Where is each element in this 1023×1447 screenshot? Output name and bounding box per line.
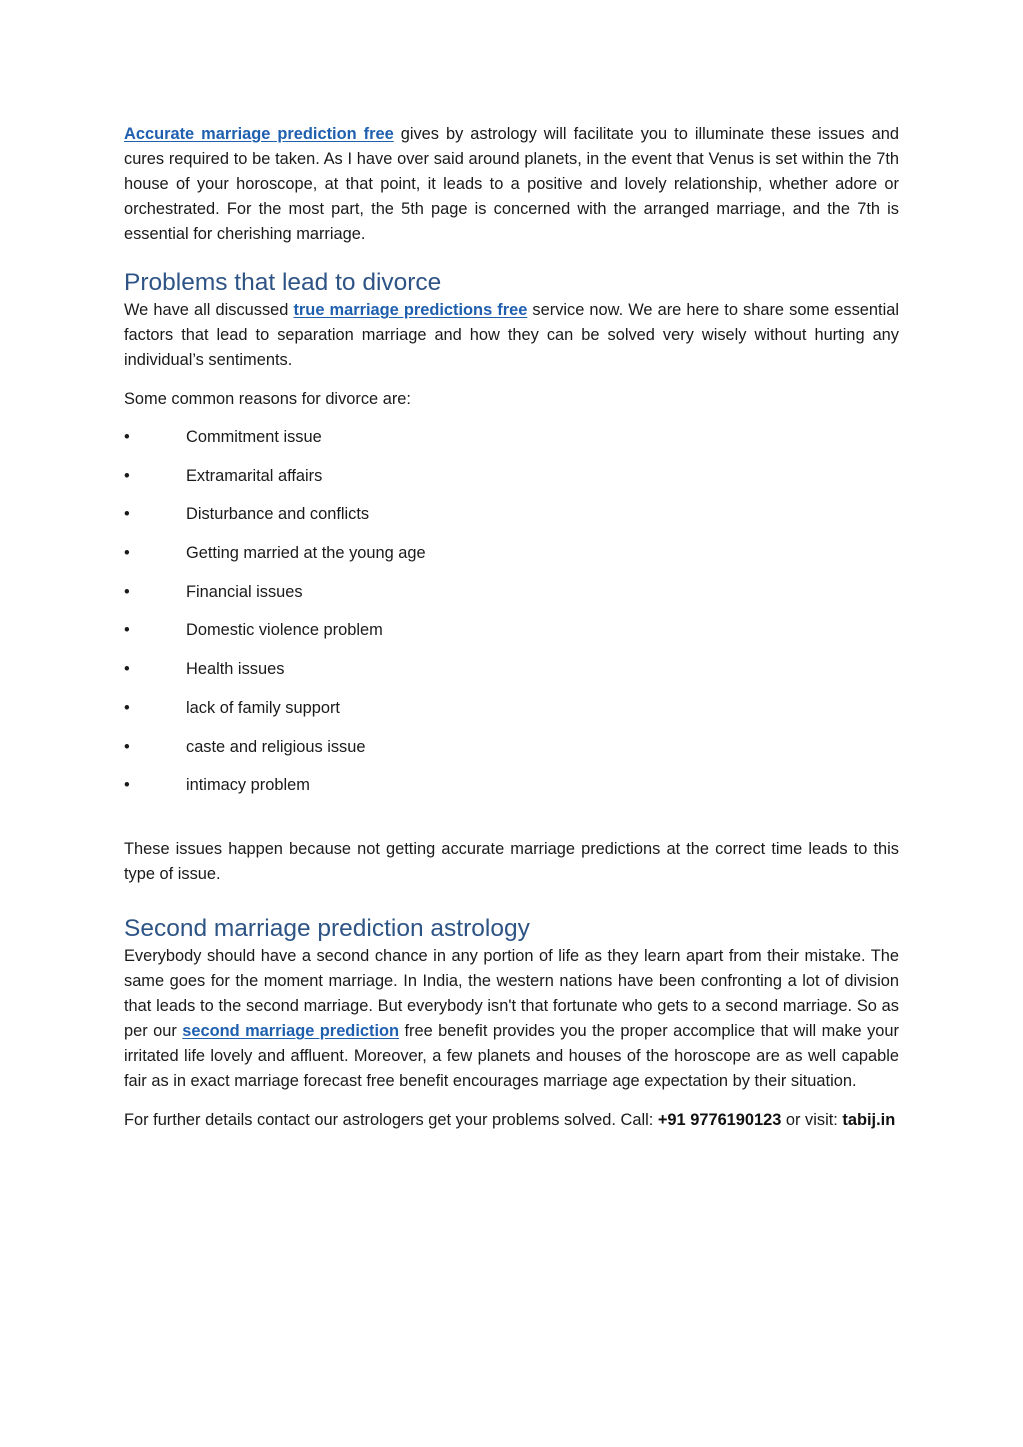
closing-paragraph: These issues happen because not getting accurate marriage predictions at the correct time leads to this type of issue.	[124, 840, 899, 884]
list-item	[124, 696, 899, 721]
intro-paragraph	[124, 122, 899, 247]
heading-problems-divorce: Problems that lead to divorce	[124, 269, 442, 296]
section2-text-before: Everybody should have a second chance in any portion of life as they learn apart from their mistake. The same goes for the moment marriage. In India, the western nations have been confronting a lot of division that leads to the second marriage. But everybody isn't that fortunate who gets to a second marriage. So as per our	[124, 947, 899, 1041]
contact-middle: or visit:	[781, 1111, 843, 1130]
list-item-text: Disturbance and conflicts	[186, 505, 370, 524]
list-item-text: Health issues	[186, 660, 285, 679]
intro-text: gives by astrology will facilitate you to illuminate these issues and cures required to be taken. As I have over said around planets, in the event that Venus is set within the 7th house of your horoscope, at that point, it leads to a positive and lovely relationship, whether adore or orchestrated. For the most part, the 5th page is concerned with the arranged marriage, and the 7th is essential for cherishing marriage.	[124, 125, 899, 243]
list-item-text: Financial issues	[186, 582, 303, 601]
list-item	[124, 541, 899, 566]
list-item	[124, 773, 899, 798]
list-item	[124, 580, 899, 605]
bullet-icon: •	[124, 466, 130, 485]
section1-paragraph	[124, 298, 899, 373]
section1-text-after: service now. We are here to share some essential factors that lead to separation marriage and how they can be solved very wisely without hurting any individual’s sentiments.	[124, 301, 899, 369]
section1-text-before: We have all discussed	[124, 301, 294, 319]
bullet-icon: •	[124, 698, 130, 717]
section2-paragraph	[124, 944, 899, 1094]
list-item-text: Extramarital affairs	[186, 466, 323, 485]
list-item-text: intimacy problem	[186, 776, 310, 795]
divorce-reasons-list	[124, 425, 899, 798]
bullet-icon: •	[124, 544, 130, 563]
bullet-icon: •	[124, 428, 130, 446]
bullet-icon: •	[124, 621, 130, 640]
list-item	[124, 502, 899, 527]
phone-number: +91 9776190123	[657, 1111, 782, 1130]
second-marriage-prediction-link[interactable]: second marriage prediction	[182, 1022, 400, 1041]
bullet-icon: •	[124, 660, 130, 679]
heading-second-marriage: Second marriage prediction astrology	[124, 915, 530, 943]
list-intro: Some common reasons for divorce are:	[124, 390, 411, 408]
website-name: tabij.in	[842, 1111, 896, 1130]
list-item	[124, 735, 899, 760]
bullet-icon: •	[124, 505, 130, 524]
bullet-icon: •	[124, 776, 130, 795]
list-item	[124, 464, 899, 489]
accurate-marriage-prediction-link[interactable]: Accurate marriage prediction free	[124, 125, 394, 143]
section2-text-after: free benefit provides you the proper accomplice that will make your irritated life lovely and affluent. Moreover, a few planets and houses of the horoscope are as well capable fair as in exact marriage forecast free benefit encourages marriage age expectation by their situation.	[124, 1022, 899, 1091]
list-item	[124, 657, 899, 682]
document-page	[124, 122, 899, 1133]
list-item	[124, 618, 899, 643]
contact-paragraph	[124, 1108, 899, 1133]
contact-prefix: For further details contact our astrologers get your problems solved. Call:	[124, 1111, 658, 1130]
true-marriage-predictions-link[interactable]: true marriage predictions free	[293, 301, 528, 319]
list-item-text: Getting married at the young age	[186, 544, 426, 563]
list-item-text: Commitment issue	[186, 428, 322, 446]
list-item-text: Domestic violence problem	[186, 621, 383, 640]
bullet-icon: •	[124, 737, 130, 756]
bullet-icon: •	[124, 582, 130, 601]
list-item	[124, 425, 899, 450]
list-item-text: caste and religious issue	[186, 737, 366, 756]
list-item-text: lack of family support	[186, 698, 340, 717]
